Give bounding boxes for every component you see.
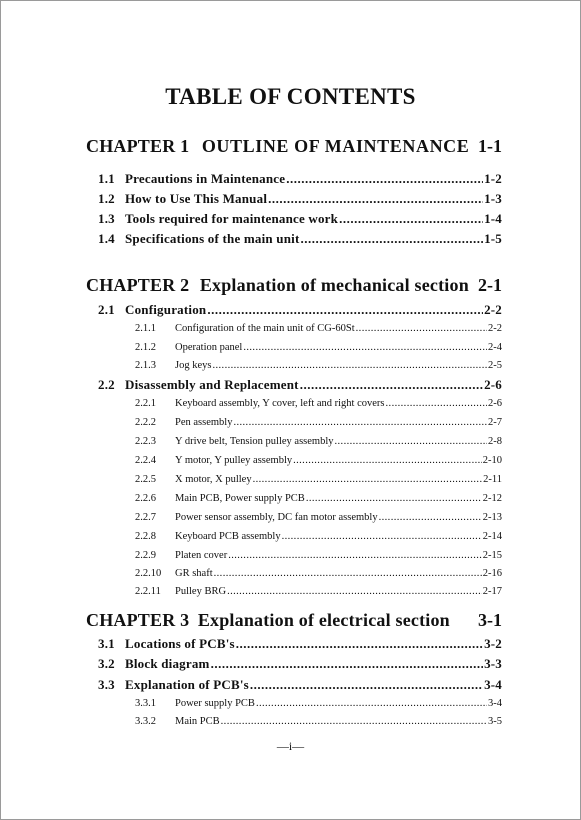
subsection-number: 2.2.2 (135, 417, 156, 428)
subsection-page: 2-2 (488, 323, 502, 334)
subsection-title: Main PCB, Power supply PCB (175, 493, 305, 504)
section-page: 1-2 (484, 171, 502, 186)
dot-leader (300, 231, 483, 247)
chapter-1-heading (86, 136, 502, 157)
toc-subsection-2-2-11 (135, 586, 502, 597)
page-title: TABLE OF CONTENTS (165, 84, 416, 109)
section-title: Explanation of PCB's (125, 677, 249, 692)
subsection-title: Power supply PCB (175, 698, 255, 709)
subsection-title: Pulley BRG (175, 586, 227, 597)
section-page: 3-3 (484, 656, 502, 671)
subsection-title: Pen assembly (175, 417, 233, 428)
subsection-title: Keyboard PCB assembly (175, 531, 281, 542)
section-number: 3.2 (98, 656, 115, 671)
section-title: Tools required for maintenance work (125, 211, 339, 226)
toc-section-1-1 (98, 171, 502, 187)
dot-leader (379, 512, 482, 523)
subsection-page: 2-5 (488, 360, 502, 371)
dot-leader (268, 191, 483, 207)
dot-leader (386, 398, 487, 409)
toc-section-3-1 (98, 636, 502, 652)
toc-subsection-2-2-8 (135, 531, 502, 542)
chapter-page: 1-1 (478, 136, 502, 156)
page-number-footer: —i— (276, 739, 305, 753)
toc-subsection-2-2-9 (135, 550, 502, 561)
subsection-number: 3.3.2 (135, 716, 156, 727)
section-page: 1-5 (484, 231, 502, 246)
subsection-page: 2-13 (482, 512, 502, 523)
section-title: Specifications of the main unit (125, 231, 300, 246)
section-title: Disassembly and Replacement (125, 377, 299, 392)
toc-subsection-2-2-5 (135, 474, 502, 485)
subsection-page: 2-11 (483, 474, 502, 485)
dot-leader (253, 474, 483, 485)
section-number: 1.1 (98, 171, 115, 186)
dot-leader (228, 550, 482, 561)
toc-section-3-2 (98, 656, 502, 672)
section-number: 1.4 (98, 231, 115, 246)
subsection-page: 2-15 (482, 550, 502, 561)
toc-section-3-3 (98, 677, 502, 693)
toc-subsection-2-1-2 (135, 342, 502, 353)
subsection-page: 2-10 (482, 455, 502, 466)
section-number: 1.2 (98, 191, 115, 206)
subsection-title: Jog keys (175, 360, 212, 371)
subsection-number: 2.1.2 (135, 342, 156, 353)
dot-leader (233, 417, 487, 428)
chapter-page: 3-1 (478, 610, 502, 630)
chapter-label: CHAPTER 3 (86, 610, 190, 630)
dot-leader (207, 302, 483, 318)
subsection-page: 2-8 (488, 436, 502, 447)
toc-section-1-4 (98, 231, 502, 247)
dot-leader (335, 436, 488, 447)
subsection-page: 2-6 (488, 398, 502, 409)
subsection-title: Y motor, Y pulley assembly (175, 455, 293, 466)
subsection-number: 2.2.9 (135, 550, 156, 561)
chapter-label: CHAPTER 2 (86, 275, 190, 295)
dot-leader (339, 211, 483, 227)
subsection-page: 3-4 (488, 698, 502, 709)
subsection-number: 2.1.1 (135, 323, 156, 334)
section-page: 2-2 (484, 302, 502, 317)
section-title: Locations of PCB's (125, 636, 235, 651)
subsection-title: X motor, X pulley (175, 474, 252, 485)
section-page: 1-4 (484, 211, 502, 226)
section-number: 2.1 (98, 302, 115, 317)
subsection-number: 2.2.11 (135, 586, 161, 597)
section-title: Configuration (125, 302, 207, 317)
dot-leader (282, 531, 482, 542)
toc-subsection-2-2-7 (135, 512, 502, 523)
toc-subsection-2-2-6 (135, 493, 502, 504)
toc-subsection-2-1-1 (135, 323, 502, 334)
subsection-page: 2-12 (482, 493, 502, 504)
dot-leader (356, 323, 487, 334)
toc-subsection-2-2-2 (135, 417, 502, 428)
chapter-title: Explanation of electrical section (197, 610, 450, 630)
subsection-title: Operation panel (175, 342, 243, 353)
dot-leader (227, 586, 482, 597)
subsection-page: 2-14 (482, 531, 502, 542)
dot-leader (211, 656, 483, 672)
dot-leader (236, 636, 483, 652)
toc-subsection-2-2-3 (135, 436, 502, 447)
dot-leader (250, 677, 483, 693)
subsection-number: 2.2.4 (135, 455, 156, 466)
dot-leader (300, 377, 483, 393)
subsection-title: Main PCB (175, 716, 220, 727)
section-page: 3-2 (484, 636, 502, 651)
toc-subsection-2-2-4 (135, 455, 502, 466)
dot-leader (293, 455, 482, 466)
subsection-number: 2.2.3 (135, 436, 156, 447)
dot-leader (306, 493, 482, 504)
subsection-title: Configuration of the main unit of CG-60St (175, 323, 355, 334)
subsection-number: 2.2.10 (135, 568, 162, 579)
dot-leader (212, 360, 487, 371)
toc-subsection-2-2-1 (135, 398, 502, 409)
chapter-3-heading (86, 610, 502, 631)
subsection-page: 2-7 (488, 417, 502, 428)
section-title: Block diagram (125, 656, 210, 671)
chapter-2-heading (86, 275, 502, 296)
toc-section-2-1 (98, 302, 502, 318)
section-title: Precautions in Maintenance (125, 171, 286, 186)
section-page: 2-6 (484, 377, 502, 392)
toc-section-2-2 (98, 377, 502, 393)
toc-section-1-3 (98, 211, 502, 227)
section-title: How to Use This Manual (125, 191, 268, 206)
dot-leader (243, 342, 487, 353)
subsection-page: 2-17 (482, 586, 502, 597)
subsection-number: 3.3.1 (135, 698, 156, 709)
subsection-number: 2.2.6 (135, 493, 156, 504)
dot-leader (214, 568, 482, 579)
chapter-label: CHAPTER 1 (86, 136, 190, 156)
toc-subsection-3-3-2 (135, 716, 502, 727)
subsection-page: 3-5 (488, 716, 502, 727)
toc-subsection-2-2-10 (135, 568, 502, 579)
subsection-title: Keyboard assembly, Y cover, left and right covers (175, 398, 385, 409)
section-number: 3.1 (98, 636, 115, 651)
toc-subsection-3-3-1 (135, 698, 502, 709)
dot-leader (286, 171, 483, 187)
subsection-title: Power sensor assembly, DC fan motor assembly (175, 512, 378, 523)
dot-leader (221, 716, 487, 727)
subsection-page: 2-4 (488, 342, 502, 353)
subsection-number: 2.2.5 (135, 474, 156, 485)
section-page: 1-3 (484, 191, 502, 206)
subsection-number: 2.2.7 (135, 512, 156, 523)
section-number: 2.2 (98, 377, 115, 392)
subsection-number: 2.2.1 (135, 398, 156, 409)
subsection-title: GR shaft (175, 568, 213, 579)
chapter-page: 2-1 (478, 275, 502, 295)
subsection-title: Platen cover (175, 550, 228, 561)
section-number: 3.3 (98, 677, 115, 692)
toc-section-1-2 (98, 191, 502, 207)
toc-subsection-2-1-3 (135, 360, 502, 371)
subsection-page: 2-16 (482, 568, 502, 579)
chapter-title: Explanation of mechanical section (199, 275, 469, 295)
subsection-number: 2.1.3 (135, 360, 156, 371)
dot-leader (256, 698, 487, 709)
section-page: 3-4 (484, 677, 502, 692)
subsection-number: 2.2.8 (135, 531, 156, 542)
subsection-title: Y drive belt, Tension pulley assembly (175, 436, 334, 447)
section-number: 1.3 (98, 211, 115, 226)
chapter-title: OUTLINE OF MAINTENANCE (201, 136, 470, 156)
